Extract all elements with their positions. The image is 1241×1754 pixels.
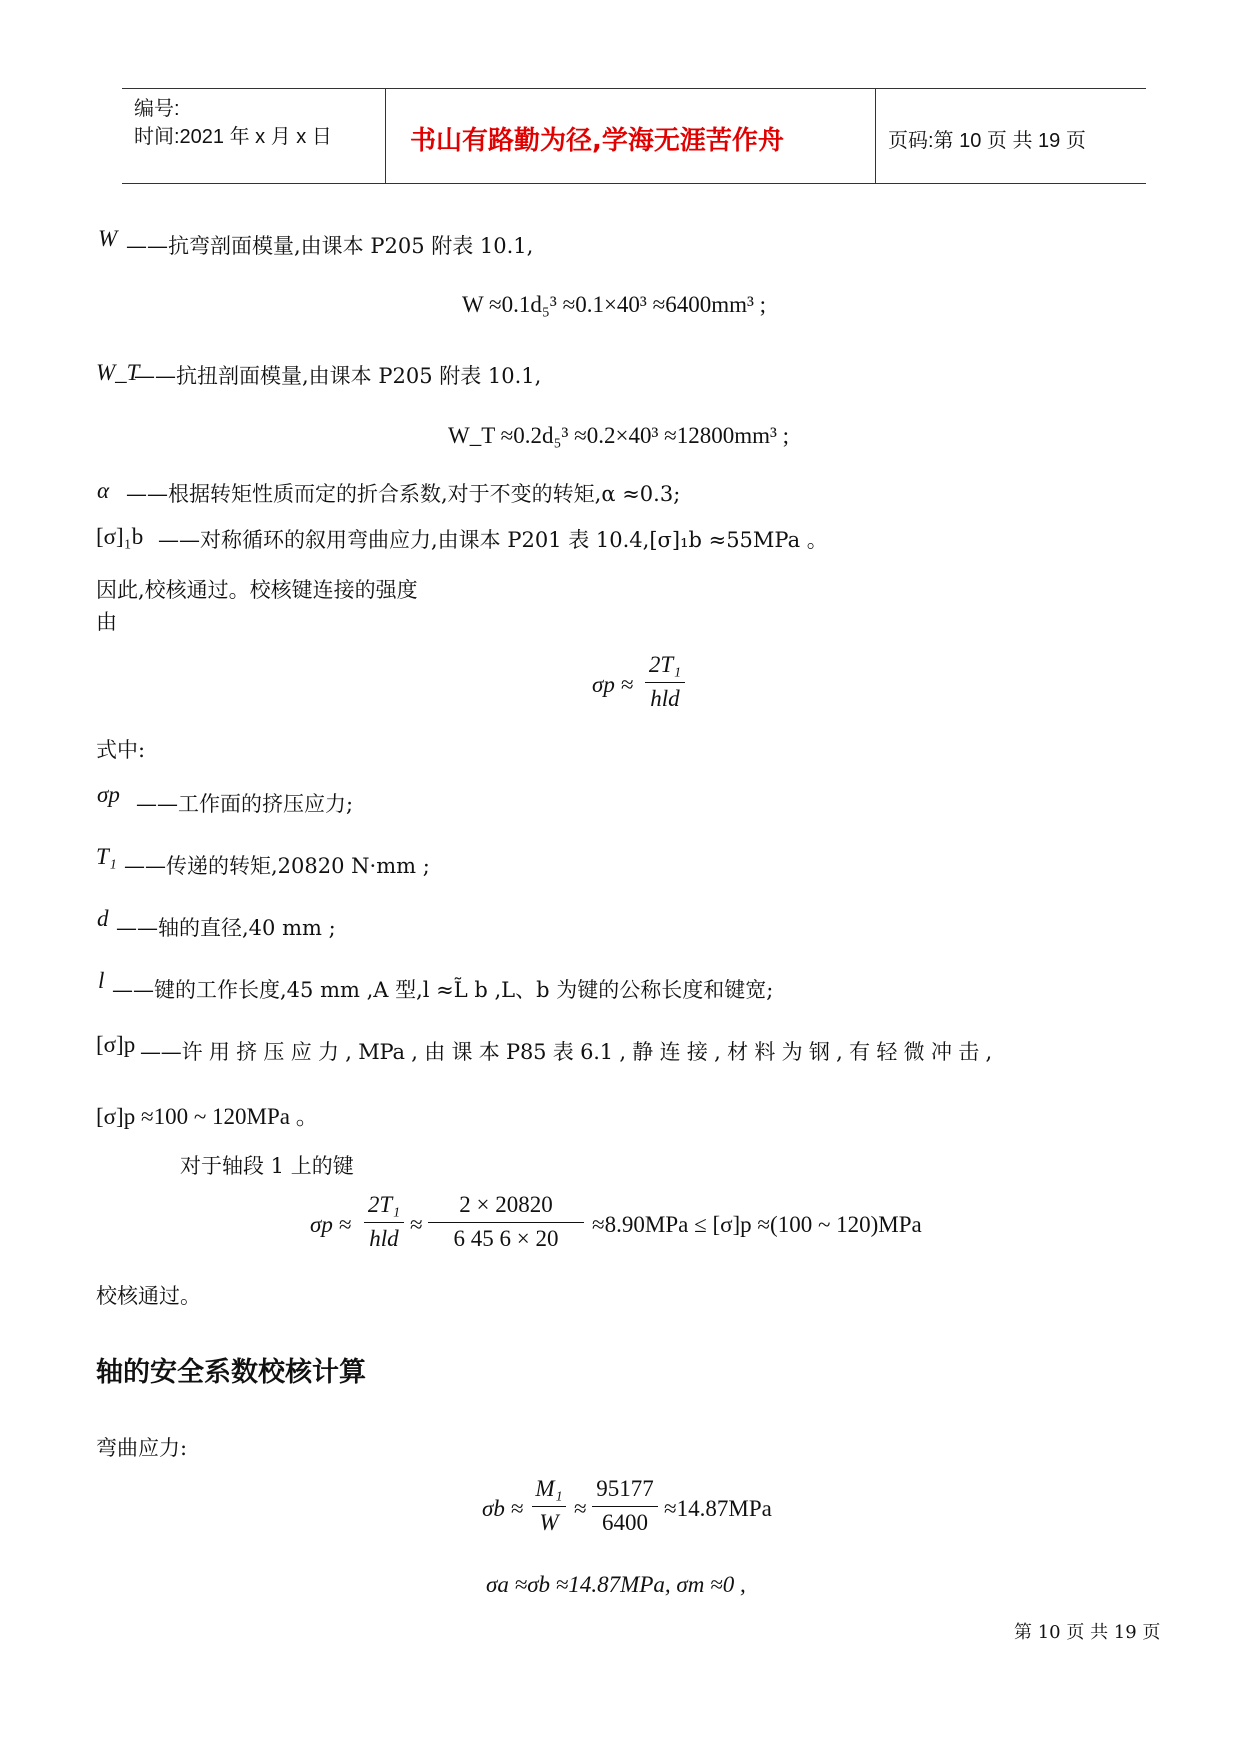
sigma-p-numerator: 2T₁ xyxy=(648,652,682,677)
wt-definition: ——抗扭剖面模量,由课本 P205 附表 10.1, xyxy=(134,364,542,388)
sigma-1b-definition: ——对称循环的叙用弯曲应力,由课本 P201 表 10.4,[σ]₁b ≈55MPa 。 xyxy=(158,528,828,552)
sigma-b-f2-bar xyxy=(592,1506,658,1507)
d4-definition: ——键的工作长度,45 mm ,A 型,l ≈L̃ b ,L、b 为键的公称长度和键宽; xyxy=(112,978,774,1002)
sigma-b-f2-numerator: 95177 xyxy=(596,1476,654,1501)
w-formula: W ≈0.1d₅³ ≈0.1×40³ ≈6400mm³ ; xyxy=(462,292,767,317)
wt-formula: W_T ≈0.2d₅³ ≈0.2×40³ ≈12800mm³ ; xyxy=(448,423,790,448)
d4-symbol: l xyxy=(98,968,105,993)
d1-definition: ——工作面的挤压应力; xyxy=(136,792,354,816)
calc-f2-bar xyxy=(428,1222,584,1223)
w-symbol: W xyxy=(98,226,118,251)
d5-symbol: [σ]p xyxy=(96,1032,136,1057)
header-divider-left xyxy=(385,88,386,184)
section-heading: 轴的安全系数校核计算 xyxy=(96,1357,366,1388)
sigma-b-equals: ≈ xyxy=(574,1496,587,1521)
d5-value: [σ]p ≈100 ~ 120MPa 。 xyxy=(96,1104,319,1129)
sigma-b-f1-bar xyxy=(532,1506,566,1507)
wt-symbol: W_T xyxy=(96,360,140,385)
check-passed-1: 因此,校核通过。校核键连接的强度 xyxy=(96,578,418,602)
alpha-symbol: α xyxy=(97,478,110,503)
calc-lhs: σp ≈ xyxy=(310,1212,352,1237)
calc-equals: ≈ xyxy=(410,1212,423,1237)
sigma-b-f1-denominator: W xyxy=(539,1510,559,1535)
header-time-label: 时间:2021 年 x 月 x 日 xyxy=(134,126,332,148)
header-divider-right xyxy=(875,88,876,184)
calc-rhs: ≈8.90MPa ≤ [σ]p ≈(100 ~ 120)MPa xyxy=(592,1212,922,1237)
d2-definition: ——传递的转矩,20820 N·mm ; xyxy=(124,854,430,878)
header-code-label: 编号: xyxy=(134,98,180,120)
sigma-b-lhs: σb ≈ xyxy=(482,1496,524,1521)
header-top-rule xyxy=(122,88,1146,89)
sigma-b-f2-denominator: 6400 xyxy=(602,1510,648,1535)
header-bottom-rule xyxy=(122,183,1146,184)
d2-symbol: T₁ xyxy=(96,844,117,869)
calc-f2-denominator: 6 45 6 × 20 xyxy=(453,1226,559,1251)
footer-page-number: 第 10 页 共 19 页 xyxy=(1014,1622,1161,1643)
check-passed-2: 校核通过。 xyxy=(96,1284,201,1308)
sigma-p-fraction-bar xyxy=(645,682,685,683)
calc-f1-denominator: hld xyxy=(369,1226,399,1251)
header-page-info: 页码:第 10 页 共 19 页 xyxy=(888,130,1086,152)
header-motto: 书山有路勤为径,学海无涯苦作舟 xyxy=(410,126,784,156)
sigma-b-rhs: ≈14.87MPa xyxy=(664,1496,772,1521)
calc-f1-numerator: 2T₁ xyxy=(367,1192,401,1217)
sigma-p-lhs: σp ≈ xyxy=(592,672,634,697)
sigma-p-denominator: hld xyxy=(650,686,680,711)
d3-definition: ——轴的直径,40 mm ; xyxy=(116,916,336,940)
sigma-a-line: σa ≈σb ≈14.87MPa, σm ≈0 , xyxy=(486,1572,746,1597)
d5-definition: ——许 用 挤 压 应 力 , MPa , 由 课 本 P85 表 6.1 , 静 连 接 , 材 料 为 钢 , 有 轻 微 冲 击 , xyxy=(140,1040,992,1064)
by-label: 由 xyxy=(96,610,117,634)
sigma-b-f1-numerator: M₁ xyxy=(535,1476,563,1501)
where-label: 式中: xyxy=(96,738,146,762)
alpha-definition: ——根据转矩性质而定的折合系数,对于不变的转矩,α ≈0.3; xyxy=(126,482,681,506)
d1-symbol: σp xyxy=(97,782,120,807)
w-definition: ——抗弯剖面模量,由课本 P205 附表 10.1, xyxy=(126,234,534,258)
d3-symbol: d xyxy=(97,906,109,931)
calc-f1-bar xyxy=(364,1222,404,1223)
bending-stress-label: 弯曲应力: xyxy=(96,1436,188,1460)
key-segment-label: 对于轴段 1 上的键 xyxy=(180,1154,354,1178)
sigma-1b-symbol: [σ]₁b xyxy=(96,524,144,549)
calc-f2-numerator: 2 × 20820 xyxy=(459,1192,553,1217)
